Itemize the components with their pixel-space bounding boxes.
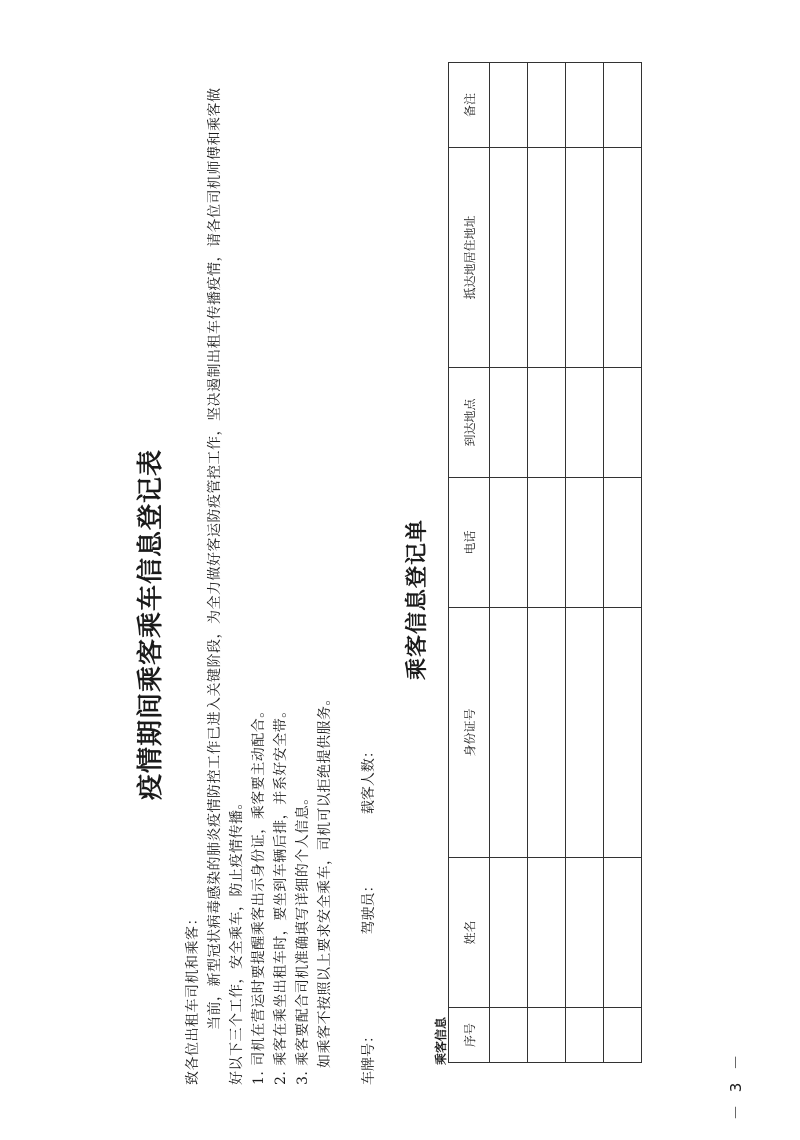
table-cell[interactable] [490, 858, 528, 1008]
passenger-count-label: 载客人数： [361, 744, 377, 815]
greeting-line: 致各位出租车司机和乘客： [185, 911, 201, 1085]
registration-subtitle: 乘客信息登记单 [404, 518, 430, 680]
table-cell[interactable] [490, 63, 528, 148]
table-cell[interactable] [528, 478, 566, 608]
table-header-row [449, 63, 490, 1063]
page-number: － 3 － [727, 1050, 745, 1120]
table-cell[interactable] [604, 148, 642, 368]
table-cell[interactable] [604, 1008, 642, 1063]
column-header-index: 序号 [449, 1008, 490, 1063]
table-cell[interactable] [604, 368, 642, 478]
table-cell[interactable] [566, 478, 604, 608]
table-cell[interactable] [528, 858, 566, 1008]
vehicle-info-fields [358, 744, 378, 1085]
rule-item-1: 1. 司机在营运时要提醒乘客出示身份证，乘客要主动配合。 [251, 703, 267, 1085]
plate-number-label: 车牌号： [361, 1029, 377, 1085]
table-cell[interactable] [566, 368, 604, 478]
table-row [490, 63, 528, 1063]
table-caption: 乘客信息 [434, 1016, 448, 1065]
driver-label: 驾驶员： [361, 878, 377, 935]
rule-item-2: 2. 乘客在乘坐出租车时，要坐到车辆后排，并系好安全带。 [273, 703, 289, 1085]
table-cell[interactable] [528, 148, 566, 368]
table-cell[interactable] [604, 858, 642, 1008]
document-title: 疫情期间乘客乘车信息登记表 [136, 448, 166, 800]
table-cell[interactable] [490, 1008, 528, 1063]
table-cell[interactable] [490, 478, 528, 608]
column-header-phone: 电话 [449, 478, 490, 608]
table-row [566, 63, 604, 1063]
passenger-info-table [448, 62, 642, 1063]
table-cell[interactable] [528, 1008, 566, 1063]
table-cell[interactable] [566, 608, 604, 858]
table-row [528, 63, 566, 1063]
table-cell[interactable] [566, 1008, 604, 1063]
rule-item-3: 3. 乘客要配合司机准确填写详细的个人信息。 [295, 790, 311, 1085]
intro-paragraph-line-2: 好以下三个工作，安全乘车，防止疫情传播。 [229, 795, 245, 1085]
column-header-id-number: 身份证号 [449, 608, 490, 858]
table-cell[interactable] [604, 63, 642, 148]
table-cell[interactable] [566, 148, 604, 368]
column-header-destination: 到达地点 [449, 368, 490, 478]
column-header-remarks: 备注 [449, 63, 490, 148]
table-cell[interactable] [528, 608, 566, 858]
column-header-name: 姓名 [449, 858, 490, 1008]
table-cell[interactable] [490, 608, 528, 858]
table-cell[interactable] [490, 368, 528, 478]
intro-paragraph-line-1: 当前，新型冠状病毒感染的肺炎疫情防控工作已进入关键阶段，为全力做好客运防疫管控工作，坚决遏制出租车传播疫情，请各位司机师傅和乘客做 [207, 87, 223, 1030]
table-cell[interactable] [566, 63, 604, 148]
table-cell[interactable] [604, 608, 642, 858]
table-cell[interactable] [490, 148, 528, 368]
column-header-residence-address: 抵达地居住地址 [449, 148, 490, 368]
table-cell[interactable] [566, 858, 604, 1008]
closing-line: 如乘客不按照以上要求安全乘车，司机可以拒绝提供服务。 [317, 691, 333, 1068]
table-cell[interactable] [528, 368, 566, 478]
table-row [604, 63, 642, 1063]
table-cell[interactable] [528, 63, 566, 148]
table-cell[interactable] [604, 478, 642, 608]
